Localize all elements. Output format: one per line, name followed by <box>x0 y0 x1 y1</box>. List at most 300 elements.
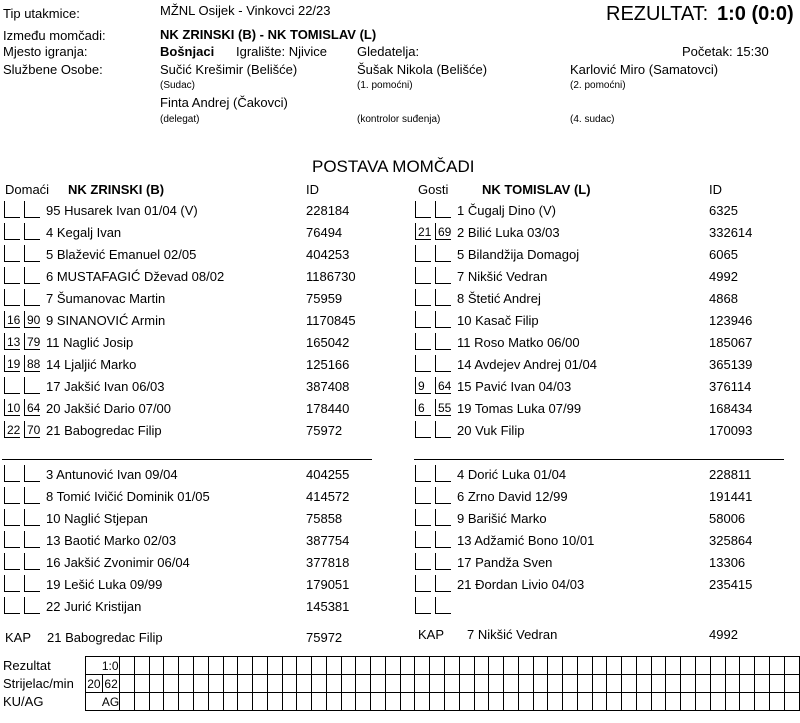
grid-cell <box>474 675 489 693</box>
minute-box <box>24 377 40 394</box>
number-box <box>415 509 431 526</box>
grid-cell <box>120 675 135 693</box>
player-name: 17 Jakšić Ivan 06/03 <box>46 379 165 394</box>
grid-cell <box>636 675 651 693</box>
grid-cell <box>784 675 799 693</box>
match-title: NK ZRINSKI (B) - NK TOMISLAV (L) <box>160 27 377 42</box>
official-role: (4. sudac) <box>570 114 615 125</box>
grid-cell <box>149 693 164 711</box>
result-grid <box>0 656 800 711</box>
player-name: 14 Avdejev Andrej 01/04 <box>457 357 597 372</box>
number-box <box>415 597 431 614</box>
player-id: 404255 <box>306 467 350 482</box>
player-id: 168434 <box>709 401 753 416</box>
grid-cell <box>533 693 548 711</box>
number-box: 13 <box>4 333 20 350</box>
player-id: 145381 <box>306 599 350 614</box>
number-box <box>415 355 431 372</box>
grid-cell <box>445 657 460 675</box>
player-name: 13 Baotić Marko 02/03 <box>46 533 177 548</box>
grid-cell <box>326 693 341 711</box>
player-name: 10 Kasač Filip <box>457 313 539 328</box>
player-id: 4992 <box>709 269 738 284</box>
number-box <box>415 553 431 570</box>
player-name: 7 Šumanovac Martin <box>46 291 166 306</box>
player-id: 179051 <box>306 577 350 592</box>
number-box: 9 <box>415 377 431 394</box>
grid-cell <box>725 693 740 711</box>
grid-cell <box>755 657 770 675</box>
grid-cell <box>267 693 282 711</box>
number-box <box>4 465 20 482</box>
player-id: 332614 <box>709 225 753 240</box>
grid-cell <box>518 657 533 675</box>
minute-box <box>24 575 40 592</box>
grid-cell <box>341 657 356 675</box>
grid-cell <box>740 693 755 711</box>
minute-box <box>435 531 451 548</box>
player-id: 123946 <box>709 313 753 328</box>
grid-cell <box>326 675 341 693</box>
player-id: 75959 <box>306 291 343 306</box>
player-name: 5 Blažević Emanuel 02/05 <box>46 247 197 262</box>
grid-cell <box>681 693 696 711</box>
official-role: (delegat) <box>160 114 200 125</box>
minute-box <box>435 201 451 218</box>
number-box <box>415 421 431 438</box>
grid-cell <box>193 675 208 693</box>
grid-cell <box>696 657 711 675</box>
minute-box <box>435 333 451 350</box>
number-box <box>4 267 20 284</box>
grid-cell <box>356 693 371 711</box>
grid-cell <box>371 693 386 711</box>
grid-cell <box>223 675 238 693</box>
minute-box <box>24 531 40 548</box>
grid-cell <box>223 657 238 675</box>
grid-cell <box>208 657 223 675</box>
player-id: 387408 <box>306 379 350 394</box>
grid-cell <box>267 675 282 693</box>
grid-cell <box>607 675 622 693</box>
grid-cell <box>666 675 681 693</box>
number-box <box>4 509 20 526</box>
minute-box <box>24 553 40 570</box>
grid-cell <box>474 657 489 675</box>
minute-box: 64 <box>435 377 451 394</box>
player-name: 16 Jakšić Zvonimir 06/04 <box>46 555 190 570</box>
number-box <box>415 333 431 350</box>
home-side-label: Domaći <box>5 182 50 197</box>
grid-cell <box>577 693 592 711</box>
strijelac-number: 20 <box>87 676 101 691</box>
number-box <box>4 223 20 240</box>
grid-cell <box>563 675 578 693</box>
grid-cell <box>312 675 327 693</box>
competition-name: MŽNL Osijek - Vinkovci 22/23 <box>160 3 331 18</box>
player-name: 3 Antunović Ivan 09/04 <box>46 467 178 482</box>
player-id: 13306 <box>709 555 746 570</box>
home-kap-label: KAP <box>5 630 32 645</box>
player-id: 75858 <box>306 511 343 526</box>
minute-box <box>24 487 40 504</box>
away-id-label: ID <box>709 182 722 197</box>
grid-cell <box>282 657 297 675</box>
player-name: 19 Lešić Luka 09/99 <box>46 577 163 592</box>
grid-cell <box>459 657 474 675</box>
grid-cell <box>430 693 445 711</box>
grid-cell <box>533 675 548 693</box>
rezultat-label: Rezultat <box>3 658 51 673</box>
number-box: 16 <box>4 311 20 328</box>
number-box <box>4 575 20 592</box>
minute-box <box>24 289 40 306</box>
number-box <box>415 267 431 284</box>
player-name: 95 Husarek Ivan 01/04 (V) <box>46 203 198 218</box>
grid-cell <box>400 675 415 693</box>
player-name: 15 Pavić Ivan 04/03 <box>457 379 572 394</box>
official-name: Karlović Miro (Samatovci) <box>570 62 719 77</box>
minute-box <box>24 245 40 262</box>
izmedu-label: Između momčadi: <box>3 28 106 43</box>
grid-cell <box>755 675 770 693</box>
minute-box <box>435 311 451 328</box>
grid-cell <box>208 693 223 711</box>
grid-cell <box>710 693 725 711</box>
player-name: 4 Dorić Luka 01/04 <box>457 467 567 482</box>
grid-cell <box>149 657 164 675</box>
grid-cell <box>681 675 696 693</box>
grid-cell <box>592 657 607 675</box>
grid-cell <box>489 657 504 675</box>
tip-label: Tip utakmice: <box>3 6 80 21</box>
grid-cell <box>489 693 504 711</box>
grid-cell <box>504 657 519 675</box>
minute-box: 79 <box>24 333 40 350</box>
grid-cell <box>666 657 681 675</box>
official-name: Finta Andrej (Čakovci) <box>160 95 288 110</box>
grid-cell <box>134 657 149 675</box>
grid-cell <box>385 675 400 693</box>
grid-cell <box>563 657 578 675</box>
player-name: 9 Barišić Marko <box>457 511 547 526</box>
grid-cell <box>415 657 430 675</box>
player-name: 20 Jakšić Dario 07/00 <box>46 401 172 416</box>
minute-box <box>435 509 451 526</box>
grid-cell <box>134 693 149 711</box>
grid-cell <box>769 693 784 711</box>
player-id: 6065 <box>709 247 738 262</box>
grid-cell <box>651 657 666 675</box>
grid-cell <box>459 693 474 711</box>
grid-cell <box>592 693 607 711</box>
home-divider <box>2 459 372 460</box>
number-box <box>415 575 431 592</box>
minute-box: 64 <box>24 399 40 416</box>
grid-cell <box>636 657 651 675</box>
grid-cell <box>179 657 194 675</box>
number-box <box>415 531 431 548</box>
number-box <box>4 531 20 548</box>
home-captain-id: 75972 <box>306 630 343 645</box>
player-id: 191441 <box>709 489 753 504</box>
number-box: 19 <box>4 355 20 372</box>
grid-cell <box>651 675 666 693</box>
grid-cell <box>592 675 607 693</box>
player-name: 11 Roso Matko 06/00 <box>457 335 580 350</box>
result-label: REZULTAT: <box>606 3 709 25</box>
strijelac-label: Strijelac/min <box>3 676 74 691</box>
player-name: 9 SINANOVIĆ Armin <box>46 313 166 328</box>
sluzbene-label: Službene Osobe: <box>3 62 103 77</box>
player-name: 6 MUSTAFAGIĆ Dževad 08/02 <box>46 269 225 284</box>
official-name: Sučić Krešimir (Belišće) <box>160 62 298 77</box>
grid-cell <box>326 657 341 675</box>
grid-cell <box>341 675 356 693</box>
pocetak: Početak: 15:30 <box>682 44 769 59</box>
home-id-label: ID <box>306 182 319 197</box>
away-team-name: NK TOMISLAV (L) <box>482 182 591 197</box>
gledatelja: Gledatelja: <box>357 44 420 59</box>
official-name: Šušak Nikola (Belišće) <box>357 62 488 77</box>
grid-cell <box>164 675 179 693</box>
minute-box <box>435 465 451 482</box>
official-role: (2. pomoćni) <box>570 80 626 91</box>
minute-box <box>435 289 451 306</box>
minute-box <box>435 487 451 504</box>
grid-cell <box>371 675 386 693</box>
number-box <box>415 465 431 482</box>
player-id: 185067 <box>709 335 753 350</box>
grid-cell <box>120 693 135 711</box>
number-box <box>4 201 20 218</box>
away-kap-label: KAP <box>418 627 445 642</box>
minute-box: 55 <box>435 399 451 416</box>
grid-cell <box>459 675 474 693</box>
grid-cell <box>563 693 578 711</box>
grid-cell <box>297 657 312 675</box>
minute-box <box>435 355 451 372</box>
grid-cell <box>548 657 563 675</box>
grid-cell <box>489 675 504 693</box>
number-box <box>415 201 431 218</box>
player-id: 58006 <box>709 511 746 526</box>
grid-cell <box>769 657 784 675</box>
player-id: 178440 <box>306 401 350 416</box>
grid-cell <box>297 675 312 693</box>
mjesto-label: Mjesto igranja: <box>3 44 88 59</box>
player-id: 376114 <box>709 379 752 394</box>
section-title: POSTAVA MOMČADI <box>312 157 475 176</box>
player-name: 1 Čugalj Dino (V) <box>457 203 556 218</box>
number-box <box>415 487 431 504</box>
minute-box <box>435 597 451 614</box>
number-box <box>415 289 431 306</box>
grid-cell <box>415 675 430 693</box>
away-side-label: Gosti <box>418 182 449 197</box>
player-name: 8 Štetić Andrej <box>457 291 541 306</box>
player-id: 377818 <box>306 555 350 570</box>
player-name: 11 Naglić Josip <box>46 335 134 350</box>
grid-cell <box>725 675 740 693</box>
minute-box <box>435 553 451 570</box>
player-name: 19 Tomas Luka 07/99 <box>457 401 582 416</box>
player-id: 365139 <box>709 357 753 372</box>
grid-cell <box>710 657 725 675</box>
player-id: 76494 <box>306 225 343 240</box>
number-box <box>4 377 20 394</box>
grid-cell <box>755 693 770 711</box>
player-id: 170093 <box>709 423 753 438</box>
grid-cell <box>312 693 327 711</box>
player-id: 414572 <box>306 489 350 504</box>
player-id: 387754 <box>306 533 350 548</box>
grid-cell <box>238 693 253 711</box>
number-box: 6 <box>415 399 431 416</box>
grid-cell <box>253 693 268 711</box>
minute-box <box>435 245 451 262</box>
grid-cell <box>696 693 711 711</box>
grid-cell <box>120 657 135 675</box>
grid-cell <box>356 657 371 675</box>
player-id: 235415 <box>709 577 753 592</box>
away-divider <box>414 459 784 460</box>
player-name: 21 Đordan Livio 04/03 <box>457 577 585 592</box>
grid-cell <box>282 693 297 711</box>
grid-cell <box>297 693 312 711</box>
grid-cell <box>636 693 651 711</box>
grid-cell <box>518 693 533 711</box>
grid-cell <box>223 693 238 711</box>
grid-cell <box>504 675 519 693</box>
number-box <box>4 487 20 504</box>
player-id: 228811 <box>709 467 752 482</box>
mjesto-value: Bošnjaci <box>160 44 215 59</box>
number-box: 21 <box>415 223 431 240</box>
player-name: 20 Vuk Filip <box>457 423 525 438</box>
grid-cell <box>607 693 622 711</box>
player-name: 2 Bilić Luka 03/03 <box>457 225 560 240</box>
grid-cell <box>474 693 489 711</box>
player-id: 404253 <box>306 247 350 262</box>
grid-cell <box>134 675 149 693</box>
grid-cell <box>548 675 563 693</box>
number-box: 22 <box>4 421 20 438</box>
grid-cell <box>164 693 179 711</box>
minute-box <box>24 223 40 240</box>
player-name: 22 Jurić Kristijan <box>46 599 142 614</box>
grid-cell <box>769 675 784 693</box>
grid-cell <box>179 693 194 711</box>
grid-cell <box>548 693 563 711</box>
number-box <box>4 245 20 262</box>
grid-cell <box>400 693 415 711</box>
player-id: 228184 <box>306 203 350 218</box>
grid-cell <box>577 675 592 693</box>
grid-cell <box>385 693 400 711</box>
minute-box <box>24 267 40 284</box>
player-id: 125166 <box>306 357 350 372</box>
grid-cell <box>238 675 253 693</box>
number-box <box>4 553 20 570</box>
official-role: (1. pomoćni) <box>357 80 413 91</box>
grid-cell <box>445 693 460 711</box>
player-id: 325864 <box>709 533 753 548</box>
official-role: (kontrolor suđenja) <box>357 114 441 125</box>
grid-cell <box>666 693 681 711</box>
minute-box <box>24 201 40 218</box>
grid-cell <box>518 675 533 693</box>
grid-cell <box>312 657 327 675</box>
player-name: 21 Babogredac Filip <box>46 423 162 438</box>
kuag-label: KU/AG <box>3 694 44 709</box>
minute-box <box>24 465 40 482</box>
grid-cell <box>208 675 223 693</box>
minute-box: 70 <box>24 421 40 438</box>
grid-cell <box>533 657 548 675</box>
player-name: 13 Adžamić Bono 10/01 <box>457 533 595 548</box>
grid-cell <box>238 657 253 675</box>
player-name: 14 Ljaljić Marko <box>46 357 137 372</box>
grid-cell <box>740 675 755 693</box>
grid-cell <box>193 657 208 675</box>
grid-cell <box>282 675 297 693</box>
official-role: (Sudac) <box>160 80 196 91</box>
number-box: 10 <box>4 399 20 416</box>
player-id: 75972 <box>306 423 343 438</box>
number-box <box>4 289 20 306</box>
player-name: 8 Tomić Ivičić Dominik 01/05 <box>46 489 210 504</box>
grid-cell <box>696 675 711 693</box>
grid-cell <box>622 693 637 711</box>
grid-cell <box>504 693 519 711</box>
minute-box <box>24 509 40 526</box>
player-name: 5 Bilandžija Domagoj <box>457 247 580 262</box>
grid-cell <box>445 675 460 693</box>
player-id: 1186730 <box>306 269 356 284</box>
grid-cell <box>710 675 725 693</box>
minute-box: 90 <box>24 311 40 328</box>
number-box <box>4 597 20 614</box>
minute-box <box>435 421 451 438</box>
strijelac-minute: 62 <box>104 676 118 691</box>
grid-cell <box>430 675 445 693</box>
minute-box <box>24 597 40 614</box>
rezultat-value: 1:0 <box>85 657 119 675</box>
minute-box: 69 <box>435 223 451 240</box>
grid-cell <box>385 657 400 675</box>
rezultat-row <box>0 657 800 675</box>
grid-cell <box>371 657 386 675</box>
strijelac-row <box>0 675 800 693</box>
grid-cell <box>179 675 194 693</box>
player-id: 4868 <box>709 291 738 306</box>
player-name: 17 Pandža Sven <box>457 555 553 570</box>
result-value: 1:0 (0:0) <box>717 3 794 25</box>
grid-cell <box>651 693 666 711</box>
home-team-name: NK ZRINSKI (B) <box>68 182 165 197</box>
number-box <box>415 311 431 328</box>
player-id: 1170845 <box>306 313 356 328</box>
away-captain-id: 4992 <box>709 627 738 642</box>
player-name: 6 Zrno David 12/99 <box>457 489 568 504</box>
minute-box: 88 <box>24 355 40 372</box>
player-id: 6325 <box>709 203 738 218</box>
grid-cell <box>740 657 755 675</box>
grid-cell <box>253 657 268 675</box>
grid-cell <box>577 657 592 675</box>
minute-box <box>435 575 451 592</box>
